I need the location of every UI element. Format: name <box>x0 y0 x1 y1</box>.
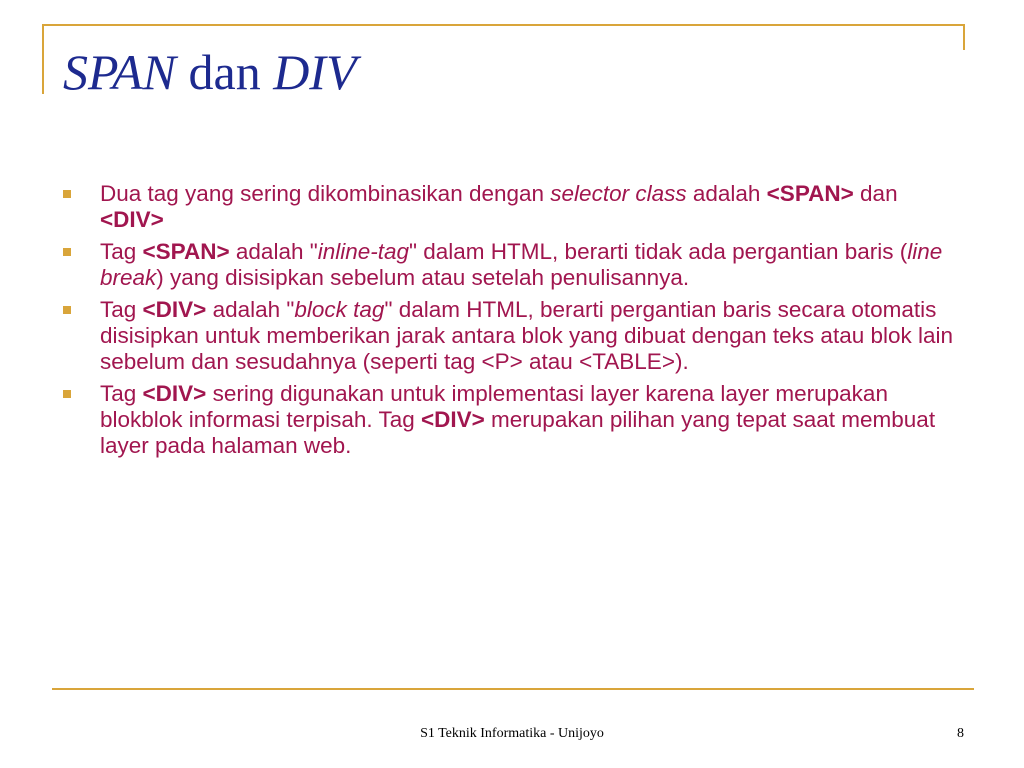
slide-title <box>63 40 357 104</box>
square-bullet-icon <box>63 248 71 256</box>
bullet-text-italic: inline-tag <box>317 239 410 264</box>
slide-title-dan: dan <box>176 44 274 100</box>
slide-title-span: SPAN <box>63 44 176 100</box>
bullet-text: dan <box>853 181 898 206</box>
bullet-text: Dua tag yang sering dikombinasikan dengan <box>100 181 551 206</box>
bullet-text: " dalam HTML, berarti tidak ada pergantian baris ( <box>409 239 908 264</box>
square-bullet-icon <box>63 306 71 314</box>
bullet-item <box>62 181 967 233</box>
bullet-text: sering digunakan untuk implementasi layer karena layer merupakan blokblok informasi terpisah. Tag <box>100 381 888 432</box>
bullet-text-bold: <DIV> <box>142 381 207 406</box>
bullet-text: adalah <box>686 181 767 206</box>
bullet-text-bold: <SPAN> <box>766 181 854 206</box>
bullet-text-italic: line break <box>100 239 943 290</box>
bullet-item <box>62 381 967 459</box>
bullet-text: merupakan pilihan yang tepat saat membuat layer pada halaman web. <box>100 407 936 458</box>
bullet-item <box>62 239 967 291</box>
title-frame-left-line <box>42 24 44 94</box>
bullet-text-bold: <DIV> <box>142 297 207 322</box>
bullet-text-bold: <DIV> <box>100 207 164 232</box>
bullet-text: adalah " <box>206 297 295 322</box>
bullet-text: adalah " <box>229 239 318 264</box>
bullet-text: " dalam HTML, berarti pergantian baris secara otomatis disisipkan untuk memberikan jarak antara blok yang dibuat dengan teks atau blok lain sebelum dan sesudahnya (seperti tag <P> atau <TABLE>). <box>100 297 954 374</box>
bullet-text-italic: block tag <box>294 297 385 322</box>
bullet-text: Tag <box>100 239 143 264</box>
footer-divider <box>52 688 974 690</box>
bullet-text-bold: <SPAN> <box>142 239 230 264</box>
footer-text: S1 Teknik Informatika - Unijoyo <box>420 726 604 741</box>
page-number: 8 <box>957 726 964 741</box>
bullet-text: ) yang disisipkan sebelum atau setelah penulisannya. <box>156 265 690 290</box>
bullet-text: Tag <box>100 297 143 322</box>
slide-title-div: DIV <box>273 44 357 100</box>
square-bullet-icon <box>63 390 71 398</box>
title-frame-right-line <box>963 24 965 50</box>
bullet-text: Tag <box>100 381 143 406</box>
bullet-item <box>62 297 967 375</box>
bullet-text-italic: selector class <box>550 181 687 206</box>
bullet-text-bold: <DIV> <box>421 407 485 432</box>
square-bullet-icon <box>63 190 71 198</box>
title-frame-top-line <box>42 24 965 26</box>
bullet-list <box>62 181 967 465</box>
